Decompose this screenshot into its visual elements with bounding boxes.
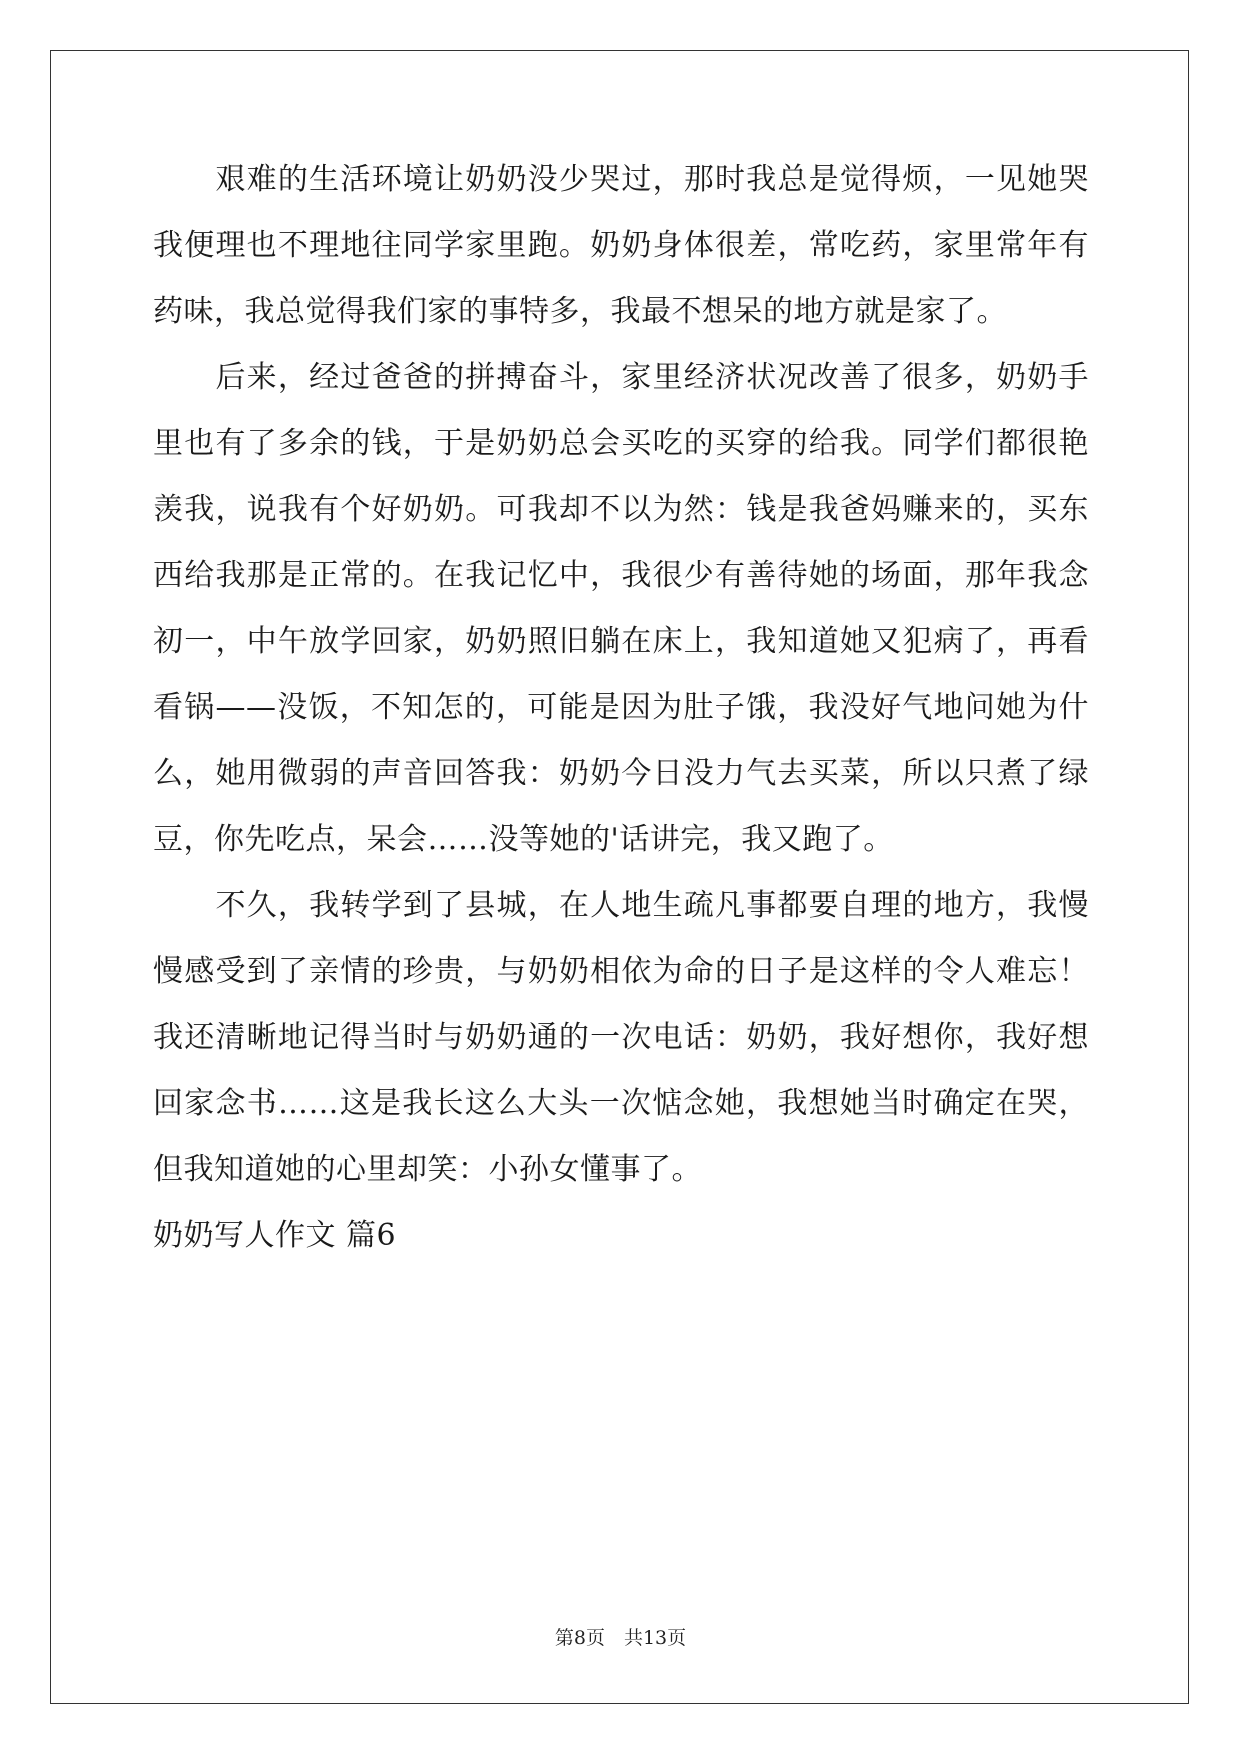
text-line: 慢感受到了亲情的珍贵，与奶奶相依为命的日子是这样的令人难忘！	[153, 954, 1089, 989]
text-line: 药味，我总觉得我们家的事特多，我最不想呆的地方就是家了。	[153, 294, 1007, 329]
text-line: 我便理也不理地往同学家里跑。奶奶身体很差，常吃药，家里常年有	[153, 228, 1089, 263]
section-heading: 奶奶写人作文 篇6	[153, 1218, 397, 1253]
text-line: 初一，中午放学回家，奶奶照旧躺在床上，我知道她又犯病了，再看	[153, 624, 1089, 659]
text-line: 西给我那是正常的。在我记忆中，我很少有善待她的场面，那年我念	[153, 558, 1089, 593]
text-line: 后来，经过爸爸的拼搏奋斗，家里经济状况改善了很多，奶奶手	[153, 360, 1089, 395]
text-line: 艰难的生活环境让奶奶没少哭过，那时我总是觉得烦，一见她哭	[153, 162, 1089, 197]
text-line: 看锅——没饭，不知怎的，可能是因为肚子饿，我没好气地问她为什	[153, 690, 1089, 725]
text-line: 里也有了多余的钱，于是奶奶总会买吃的买穿的给我。同学们都很艳	[153, 426, 1089, 461]
text-line: 羡我，说我有个好奶奶。可我却不以为然：钱是我爸妈赚来的，买东	[153, 492, 1089, 527]
text-line: 我还清晰地记得当时与奶奶通的一次电话：奶奶，我好想你，我好想	[153, 1020, 1089, 1055]
text-line: 么，她用微弱的声音回答我：奶奶今日没力气去买菜，所以只煮了绿	[153, 756, 1089, 791]
text-line: 回家念书……这是我长这么大头一次惦念她，我想她当时确定在哭，	[153, 1086, 1089, 1121]
page-number-footer: 第8页 共13页	[554, 1627, 687, 1649]
text-line: 不久，我转学到了县城，在人地生疏凡事都要自理的地方，我慢	[153, 888, 1089, 923]
text-line: 但我知道她的心里却笑：小孙女懂事了。	[153, 1152, 702, 1187]
text-line: 豆，你先吃点，呆会……没等她的'话讲完，我又跑了。	[153, 822, 894, 857]
